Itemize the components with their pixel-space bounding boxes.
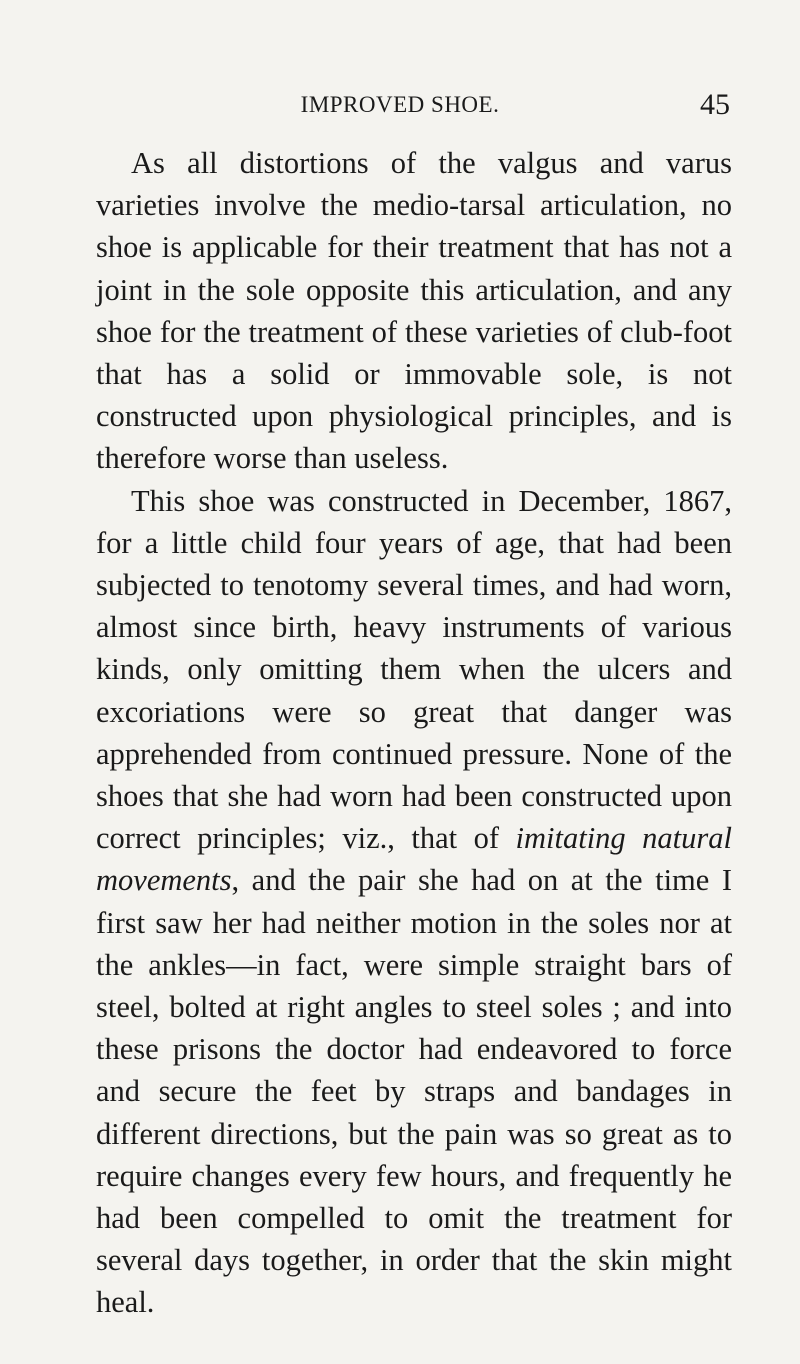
paragraph-1: As all distortions of the valgus and varus varieties involve the medio-tarsal articulation, no shoe is applicable for their treatment that has not a joint in the sole opposite this articulation, and any shoe for the treatment of these varieties of club-foot that has a solid or immovable sole, is not constructed upon physiological principles, and is therefore worse than useless. — [96, 146, 732, 476]
paragraph-2 — [96, 480, 732, 1324]
body-text — [96, 142, 732, 1324]
running-head — [70, 88, 730, 124]
running-title: IMPROVED SHOE. — [300, 92, 500, 117]
page-number: 45 — [700, 88, 730, 121]
italic-phrase: imitating natural movements — [96, 821, 732, 898]
paragraph-2-text-start: This shoe was constructed in December, 1867, for a little child four years of age, that had been subjected to tenotomy several times, and had worn, almost since birth, heavy instruments of various kinds, only omitting them when the ulcers and excoriations were so great that danger was apprehended from continued pressure. None of the shoes that she had worn had been constructed upon correct principles; viz., that of — [96, 483, 732, 856]
paragraph-2-text-end: , and the pair she had on at the time I first saw her had neither motion in the soles nor at the ankles—in fact, were simple straight bars of steel, bolted at right angles to steel soles ; and into these prisons the doctor had endeavored to force and secure the feet by straps and bandages in different directions, but the pain was so great as to require changes every few hours, and frequently he had been compelled to omit the treatment for several days together, in order that the skin might heal. — [96, 863, 732, 1320]
